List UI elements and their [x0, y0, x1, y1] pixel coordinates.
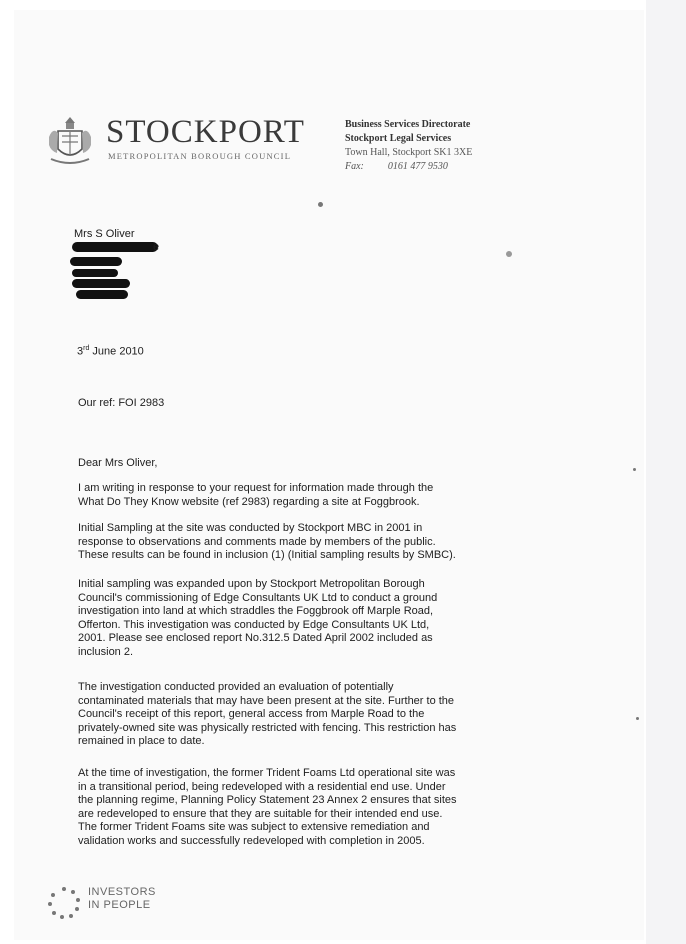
scan-edge	[646, 0, 686, 944]
fax-label: Fax:	[345, 161, 364, 172]
scan-speck	[318, 202, 323, 207]
investors-in-people-logo	[46, 886, 82, 920]
redaction-bar	[70, 257, 122, 266]
body-paragraph: Initial Sampling at the site was conducted by Stockport MBC in 2001 in response to observations and comments made by members of the public. These results can be found in inclusion (1) (Initial sampling results by SMBC).	[78, 522, 456, 561]
recipient-name: Mrs S Oliver	[74, 228, 135, 240]
scan-speck	[506, 251, 512, 257]
scan-speck	[633, 468, 636, 471]
letter-date: 3rd June 2010	[77, 345, 144, 358]
council-subtitle: METROPOLITAN BOROUGH COUNCIL	[108, 151, 292, 161]
directorate: Business Services Directorate	[345, 119, 471, 130]
fax-number: 0161 477 9530	[387, 161, 448, 172]
council-name: STOCKPORT	[106, 114, 305, 150]
salutation: Dear Mrs Oliver,	[78, 457, 158, 469]
body-paragraph: I am writing in response to your request for information made through the What Do They Know website (ref 2983) regarding a site at Foggbrook.	[78, 482, 434, 508]
redaction-residue: e	[153, 241, 160, 253]
redaction-bar	[72, 242, 158, 252]
service-name: Stockport Legal Services	[345, 133, 452, 144]
body-paragraph: The investigation conducted provided an evaluation of potentially contaminated materials that may have been present at the site. Further to the Council's receipt of this report, general access from Marple Road to the privately-owned site was physically restricted with fencing. This restriction has remained in place to date.	[78, 681, 457, 747]
council-crest-logo	[45, 115, 95, 167]
body-paragraph: At the time of investigation, the former Trident Foams Ltd operational site was in a transitional period, being redeveloped with a residential end use. Under the planning regime, Planning Policy Statement 23 Annex 2 ensures that sites are redeveloped to ensure that they are suitable for their intended end use. The former Trident Foams site was subject to extensive remediation and validation works and successfully redeveloped with completion in 2005.	[78, 767, 457, 847]
body-paragraph: Initial sampling was expanded upon by Stockport Metropolitan Borough Council's commissioning of Edge Consultants UK Ltd to conduct a ground investigation into land at which straddles the Foggbrook off Marple Road, Offerton. This investigation was conducted by Edge Consultants UK Ltd, 2001. Please see enclosed report No.312.5 Dated April 2002 included as inclusion 2.	[78, 578, 438, 658]
investors-in-people-text: INVESTORS IN PEOPLE	[88, 886, 156, 911]
scan-speck	[636, 717, 639, 720]
fax-row	[345, 160, 472, 174]
department-block	[345, 118, 472, 174]
redaction-bar	[72, 279, 130, 288]
redaction-bar	[72, 269, 118, 277]
address: Town Hall, Stockport SK1 3XE	[345, 147, 473, 158]
redaction-bar	[76, 290, 128, 299]
our-reference: Our ref: FOI 2983	[78, 397, 165, 409]
